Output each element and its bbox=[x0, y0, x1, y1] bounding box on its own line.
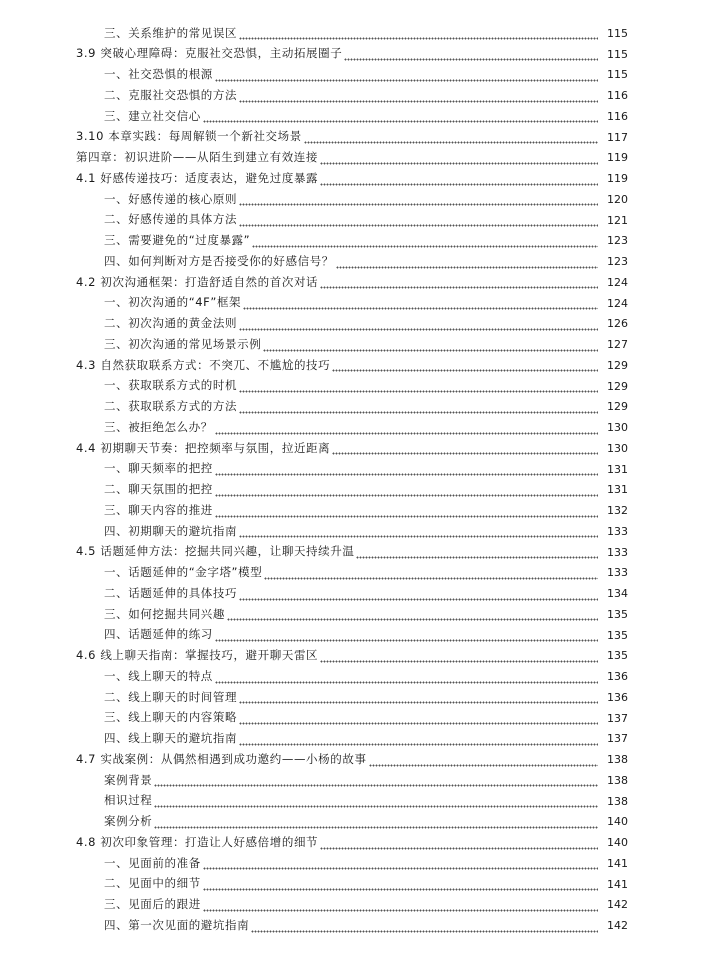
toc-entry-title: 一、话题延伸的“金字塔”模型 bbox=[104, 565, 263, 580]
toc-subsection-entry[interactable] bbox=[0, 189, 714, 210]
toc-page-number: 124 bbox=[607, 296, 628, 310]
toc-entry-title: 三、见面后的跟进 bbox=[104, 897, 201, 912]
toc-dot-leader bbox=[332, 441, 598, 455]
toc-page-number: 135 bbox=[607, 649, 628, 663]
toc-subsection-entry[interactable] bbox=[0, 770, 714, 791]
toc-dot-leader bbox=[252, 234, 598, 248]
toc-entry-title: 一、社交恐惧的根源 bbox=[104, 67, 213, 82]
toc-page-number: 115 bbox=[607, 47, 628, 61]
toc-entry-title: 三、聊天内容的推进 bbox=[104, 502, 213, 517]
toc-page-number: 116 bbox=[607, 109, 628, 123]
toc-entry-title: 4.7 实战案例：从偶然相遇到成功邀约——小杨的故事 bbox=[76, 751, 367, 766]
toc-dot-leader bbox=[320, 151, 598, 165]
toc-section-entry[interactable] bbox=[0, 148, 714, 169]
toc-subsection-entry[interactable] bbox=[0, 563, 714, 584]
toc-dot-leader bbox=[203, 856, 598, 870]
toc-section-entry[interactable] bbox=[0, 438, 714, 459]
toc-dot-leader bbox=[320, 275, 598, 289]
toc-dot-leader bbox=[264, 566, 598, 580]
toc-entry-title: 第四章：初识进阶——从陌生到建立有效连接 bbox=[76, 150, 318, 165]
toc-entry-title: 一、获取联系方式的时机 bbox=[104, 378, 238, 393]
toc-dot-leader bbox=[154, 815, 598, 829]
toc-subsection-entry[interactable] bbox=[0, 231, 714, 252]
toc-page-number: 140 bbox=[607, 836, 628, 850]
toc-subsection-entry[interactable] bbox=[0, 604, 714, 625]
toc-dot-leader bbox=[304, 130, 598, 144]
toc-entry-title: 三、关系维护的常见误区 bbox=[104, 25, 238, 40]
toc-page-number: 135 bbox=[607, 607, 628, 621]
toc-entry-title: 二、见面中的细节 bbox=[104, 876, 201, 891]
toc-entry-title: 一、聊天频率的把控 bbox=[104, 461, 213, 476]
toc-dot-leader bbox=[154, 773, 598, 787]
toc-subsection-entry[interactable] bbox=[0, 874, 714, 895]
toc-section-entry[interactable] bbox=[0, 542, 714, 563]
toc-page-number: 131 bbox=[607, 462, 628, 476]
toc-page-number: 133 bbox=[607, 524, 628, 538]
toc-dot-leader bbox=[227, 607, 598, 621]
toc-page-number: 141 bbox=[607, 856, 628, 870]
toc-subsection-entry[interactable] bbox=[0, 521, 714, 542]
toc-dot-leader bbox=[320, 172, 598, 186]
toc-subsection-entry[interactable] bbox=[0, 853, 714, 874]
toc-subsection-entry[interactable] bbox=[0, 895, 714, 916]
toc-subsection-entry[interactable] bbox=[0, 708, 714, 729]
toc-dot-leader bbox=[215, 628, 598, 642]
toc-dot-leader bbox=[344, 47, 598, 61]
toc-dot-leader bbox=[239, 192, 598, 206]
toc-dot-leader bbox=[239, 89, 598, 103]
toc-subsection-entry[interactable] bbox=[0, 85, 714, 106]
toc-subsection-entry[interactable] bbox=[0, 293, 714, 314]
toc-dot-leader bbox=[215, 68, 598, 82]
toc-page-number: 127 bbox=[607, 338, 628, 352]
toc-entry-title: 4.3 自然获取联系方式：不突兀、不尴尬的技巧 bbox=[76, 357, 331, 372]
toc-subsection-entry[interactable] bbox=[0, 65, 714, 86]
toc-subsection-entry[interactable] bbox=[0, 314, 714, 335]
toc-entry-title: 四、初期聊天的避坑指南 bbox=[104, 523, 238, 538]
toc-page-number: 142 bbox=[607, 898, 628, 912]
toc-dot-leader bbox=[215, 504, 598, 518]
toc-dot-leader bbox=[239, 379, 598, 393]
toc-dot-leader bbox=[239, 587, 598, 601]
toc-page-number: 138 bbox=[607, 753, 628, 767]
toc-page-number: 133 bbox=[607, 545, 628, 559]
toc-page-number: 131 bbox=[607, 483, 628, 497]
toc-entry-title: 一、初次沟通的“4F”框架 bbox=[104, 295, 242, 310]
toc-page-number: 126 bbox=[607, 317, 628, 331]
toc-dot-leader bbox=[215, 670, 598, 684]
toc-entry-title: 一、见面前的准备 bbox=[104, 855, 201, 870]
toc-page-number: 137 bbox=[607, 711, 628, 725]
toc-dot-leader bbox=[239, 317, 598, 331]
toc-entry-title: 4.8 初次印象管理：打造让人好感倍增的细节 bbox=[76, 834, 319, 849]
toc-page-number: 136 bbox=[607, 670, 628, 684]
toc-dot-leader bbox=[336, 255, 598, 269]
toc-subsection-entry[interactable] bbox=[0, 459, 714, 480]
toc-entry-title: 4.4 初期聊天节奏：把控频率与氛围，拉近距离 bbox=[76, 440, 331, 455]
toc-dot-leader bbox=[356, 545, 598, 559]
toc-entry-title: 二、初次沟通的黄金法则 bbox=[104, 316, 238, 331]
table-of-contents bbox=[0, 23, 714, 936]
toc-dot-leader bbox=[239, 732, 598, 746]
toc-entry-title: 二、克服社交恐惧的方法 bbox=[104, 87, 238, 102]
toc-entry-title: 4.1 好感传递技巧：适度表达，避免过度暴露 bbox=[76, 170, 319, 185]
toc-entry-title: 一、好感传递的核心原则 bbox=[104, 191, 238, 206]
toc-entry-title: 4.2 初次沟通框架：打造舒适自然的首次对话 bbox=[76, 274, 319, 289]
toc-page-number: 115 bbox=[607, 26, 628, 40]
toc-page-number: 138 bbox=[607, 773, 628, 787]
toc-page-number: 120 bbox=[607, 192, 628, 206]
toc-dot-leader bbox=[320, 649, 598, 663]
toc-entry-title: 3.10 本章实践：每周解锁一个新社交场景 bbox=[76, 129, 302, 144]
toc-entry-title: 4.6 线上聊天指南：掌握技巧，避开聊天雷区 bbox=[76, 648, 319, 663]
toc-subsection-entry[interactable] bbox=[0, 583, 714, 604]
toc-subsection-entry[interactable] bbox=[0, 334, 714, 355]
toc-page-number: 124 bbox=[607, 275, 628, 289]
toc-entry-title: 三、如何挖掘共同兴趣 bbox=[104, 606, 225, 621]
toc-dot-leader bbox=[239, 400, 598, 414]
toc-entry-title: 四、线上聊天的避坑指南 bbox=[104, 731, 238, 746]
toc-subsection-entry[interactable] bbox=[0, 666, 714, 687]
toc-subsection-entry[interactable] bbox=[0, 812, 714, 833]
toc-entry-title: 四、如何判断对方是否接受你的好感信号？ bbox=[104, 253, 334, 268]
toc-page-number: 138 bbox=[607, 794, 628, 808]
toc-page-number: 130 bbox=[607, 441, 628, 455]
toc-dot-leader bbox=[203, 898, 598, 912]
toc-entry-title: 三、线上聊天的内容策略 bbox=[104, 710, 238, 725]
toc-section-entry[interactable] bbox=[0, 832, 714, 853]
toc-entry-title: 四、第一次见面的避坑指南 bbox=[104, 917, 250, 932]
toc-section-entry[interactable] bbox=[0, 44, 714, 65]
toc-subsection-entry[interactable] bbox=[0, 23, 714, 44]
toc-entry-title: 三、需要避免的“过度暴露” bbox=[104, 233, 251, 248]
toc-entry-title: 相识过程 bbox=[104, 793, 153, 808]
toc-subsection-entry[interactable] bbox=[0, 417, 714, 438]
toc-page-number: 140 bbox=[607, 815, 628, 829]
toc-entry-title: 二、获取联系方式的方法 bbox=[104, 399, 238, 414]
toc-subsection-entry[interactable] bbox=[0, 791, 714, 812]
toc-entry-title: 四、话题延伸的练习 bbox=[104, 627, 213, 642]
toc-entry-title: 案例背景 bbox=[104, 772, 153, 787]
toc-subsection-entry[interactable] bbox=[0, 210, 714, 231]
toc-page-number: 117 bbox=[607, 130, 628, 144]
toc-page-number: 141 bbox=[607, 877, 628, 891]
toc-page-number: 130 bbox=[607, 421, 628, 435]
toc-section-entry[interactable] bbox=[0, 646, 714, 667]
toc-subsection-entry[interactable] bbox=[0, 376, 714, 397]
toc-subsection-entry[interactable] bbox=[0, 729, 714, 750]
toc-dot-leader bbox=[263, 338, 598, 352]
toc-entry-title: 4.5 话题延伸方法：挖掘共同兴趣，让聊天持续升温 bbox=[76, 544, 355, 559]
toc-page-number: 142 bbox=[607, 919, 628, 933]
toc-subsection-entry[interactable] bbox=[0, 397, 714, 418]
toc-page-number: 129 bbox=[607, 358, 628, 372]
toc-dot-leader bbox=[239, 26, 598, 40]
toc-dot-leader bbox=[369, 753, 598, 767]
toc-dot-leader bbox=[239, 524, 598, 538]
toc-page-number: 135 bbox=[607, 628, 628, 642]
toc-dot-leader bbox=[243, 296, 598, 310]
toc-section-entry[interactable] bbox=[0, 272, 714, 293]
toc-entry-title: 三、被拒绝怎么办？ bbox=[104, 419, 213, 434]
toc-section-entry[interactable] bbox=[0, 127, 714, 148]
toc-entry-title: 案例分析 bbox=[104, 814, 153, 829]
toc-dot-leader bbox=[320, 836, 598, 850]
toc-dot-leader bbox=[239, 690, 598, 704]
toc-section-entry[interactable] bbox=[0, 355, 714, 376]
toc-page-number: 121 bbox=[607, 213, 628, 227]
toc-dot-leader bbox=[215, 483, 598, 497]
toc-page-number: 119 bbox=[607, 151, 628, 165]
toc-section-entry[interactable] bbox=[0, 168, 714, 189]
toc-entry-title: 二、好感传递的具体方法 bbox=[104, 212, 238, 227]
toc-page-number: 129 bbox=[607, 400, 628, 414]
toc-dot-leader bbox=[203, 877, 598, 891]
toc-page-number: 116 bbox=[607, 89, 628, 103]
toc-entry-title: 二、话题延伸的具体技巧 bbox=[104, 585, 238, 600]
toc-subsection-entry[interactable] bbox=[0, 915, 714, 936]
toc-dot-leader bbox=[239, 711, 598, 725]
toc-page-number: 136 bbox=[607, 690, 628, 704]
toc-entry-title: 三、初次沟通的常见场景示例 bbox=[104, 336, 262, 351]
toc-page-number: 132 bbox=[607, 504, 628, 518]
toc-entry-title: 二、聊天氛围的把控 bbox=[104, 482, 213, 497]
toc-subsection-entry[interactable] bbox=[0, 251, 714, 272]
toc-page-number: 115 bbox=[607, 68, 628, 82]
toc-subsection-entry[interactable] bbox=[0, 500, 714, 521]
toc-dot-leader bbox=[215, 421, 598, 435]
toc-dot-leader bbox=[154, 794, 598, 808]
toc-dot-leader bbox=[239, 213, 598, 227]
toc-page-number: 119 bbox=[607, 172, 628, 186]
toc-page-number: 123 bbox=[607, 234, 628, 248]
toc-page-number: 129 bbox=[607, 379, 628, 393]
toc-page-number: 134 bbox=[607, 587, 628, 601]
toc-dot-leader bbox=[203, 109, 598, 123]
toc-section-entry[interactable] bbox=[0, 749, 714, 770]
toc-entry-title: 3.9 突破心理障碍：克服社交恐惧，主动拓展圈子 bbox=[76, 46, 343, 61]
toc-subsection-entry[interactable] bbox=[0, 106, 714, 127]
toc-entry-title: 三、建立社交信心 bbox=[104, 108, 201, 123]
toc-entry-title: 二、线上聊天的时间管理 bbox=[104, 689, 238, 704]
toc-page-number: 123 bbox=[607, 255, 628, 269]
toc-page-number: 137 bbox=[607, 732, 628, 746]
toc-subsection-entry[interactable] bbox=[0, 480, 714, 501]
toc-subsection-entry[interactable] bbox=[0, 625, 714, 646]
toc-subsection-entry[interactable] bbox=[0, 687, 714, 708]
toc-dot-leader bbox=[332, 358, 598, 372]
toc-page-number: 133 bbox=[607, 566, 628, 580]
toc-entry-title: 一、线上聊天的特点 bbox=[104, 668, 213, 683]
toc-dot-leader bbox=[215, 462, 598, 476]
toc-dot-leader bbox=[251, 919, 598, 933]
